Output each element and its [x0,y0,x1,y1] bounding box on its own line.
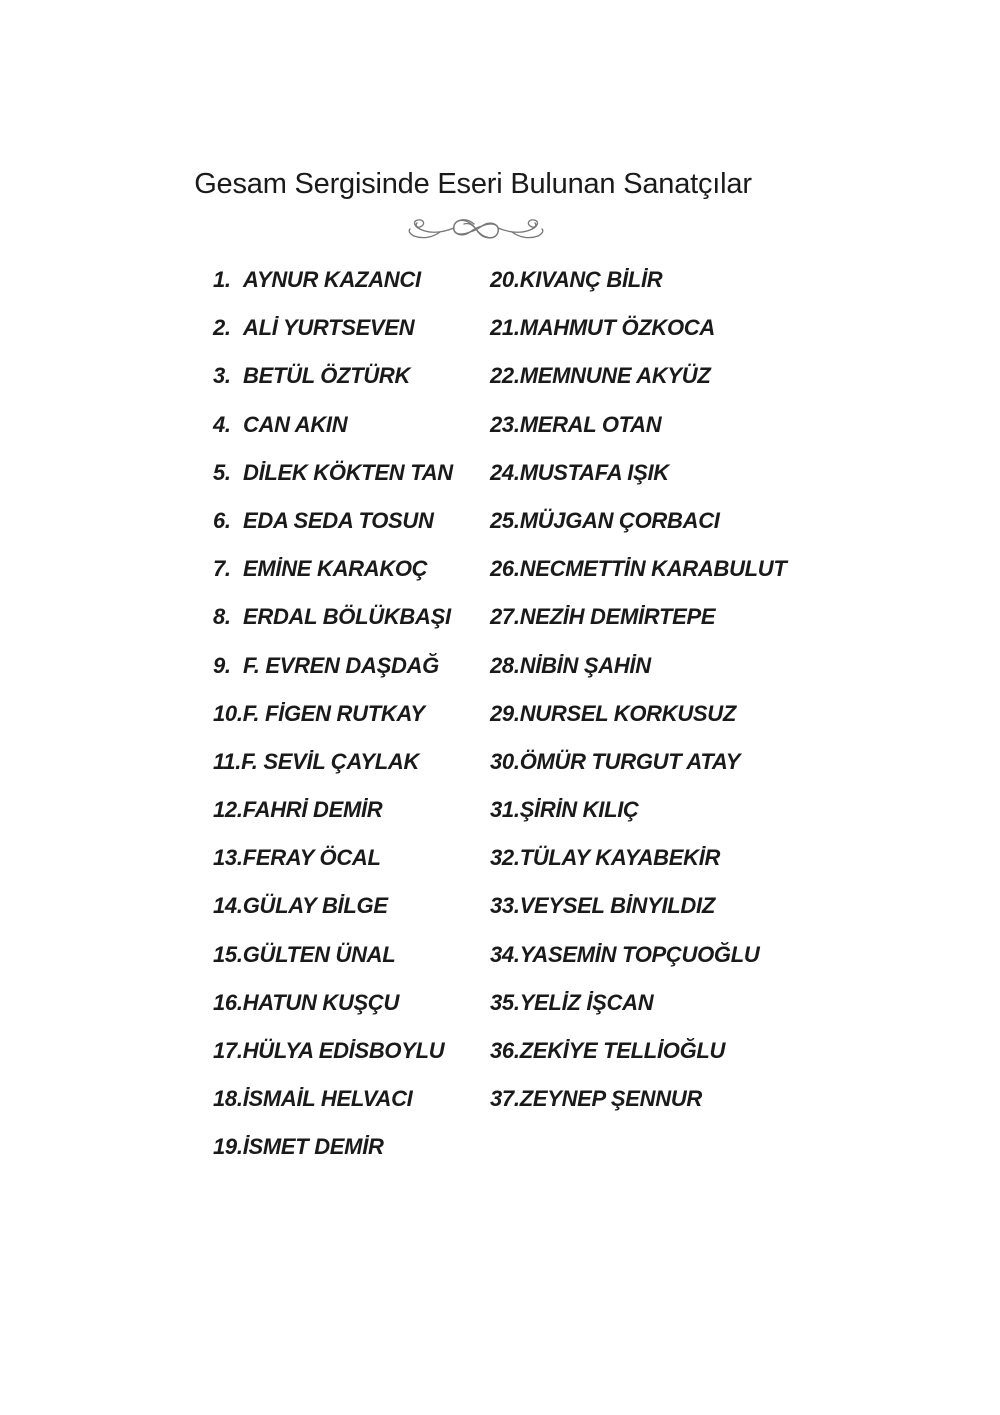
list-item: 31.ŞİRİN KILIÇ [490,797,639,823]
artist-list-left [213,264,483,1180]
list-item: 14.GÜLAY BİLGE [213,893,388,919]
list-item: 33.VEYSEL BİNYILDIZ [490,893,715,919]
list-item: 24.MUSTAFA IŞIK [490,459,669,485]
list-item: 23.MERAL OTAN [490,411,662,437]
list-item: 18.İSMAİL HELVACI [213,1086,413,1112]
list-item: 26.NECMETTİN KARABULUT [490,556,787,582]
flourish-ornament-icon [400,212,552,246]
list-item: 10.F. FİGEN RUTKAY [213,700,425,726]
list-item: 11.F. SEVİL ÇAYLAK [213,748,420,774]
list-item: 2. ALİ YURTSEVEN [213,315,415,341]
list-item: 19.İSMET DEMİR [213,1134,384,1160]
list-item: 35.YELİZ İŞCAN [490,989,654,1015]
list-item: 29.NURSEL KORKUSUZ [490,700,737,726]
list-item: 9. F. EVREN DAŞDAĞ [213,652,439,678]
list-item: 17.HÜLYA EDİSBOYLU [213,1038,445,1063]
page-title: Gesam Sergisinde Eseri Bulunan Sanatçılar [194,168,752,200]
list-item: 6. EDA SEDA TOSUN [213,507,434,533]
list-item: 34.YASEMİN TOPÇUOĞLU [490,941,760,967]
list-item: 3. BETÜL ÖZTÜRK [213,363,411,389]
list-item: 20.KIVANÇ BİLİR [490,267,663,292]
list-item: 15.GÜLTEN ÜNAL [213,941,396,967]
list-item: 12.FAHRİ DEMİR [213,797,383,823]
list-item: 30.ÖMÜR TURGUT ATAY [490,748,741,774]
list-item: 8. ERDAL BÖLÜKBAŞI [213,604,451,630]
list-item: 16.HATUN KUŞÇU [213,989,400,1015]
list-item: 4. CAN AKIN [213,411,348,437]
list-item: 36.ZEKİYE TELLİOĞLU [490,1038,726,1063]
artist-list-right [490,264,790,1131]
list-item: 32.TÜLAY KAYABEKİR [490,845,721,871]
list-item: 28.NİBİN ŞAHİN [490,652,651,678]
list-item: 27.NEZİH DEMİRTEPE [490,604,716,630]
list-item: 37.ZEYNEP ŞENNUR [490,1086,703,1112]
list-item: 1. AYNUR KAZANCI [213,267,421,292]
list-item: 13.FERAY ÖCAL [213,845,381,871]
list-item: 25.MÜJGAN ÇORBACI [490,507,720,533]
list-item: 7. EMİNE KARAKOÇ [213,556,428,582]
list-item: 22.MEMNUNE AKYÜZ [490,363,711,389]
list-item: 5. DİLEK KÖKTEN TAN [213,459,453,485]
list-item: 21.MAHMUT ÖZKOCA [490,315,715,341]
